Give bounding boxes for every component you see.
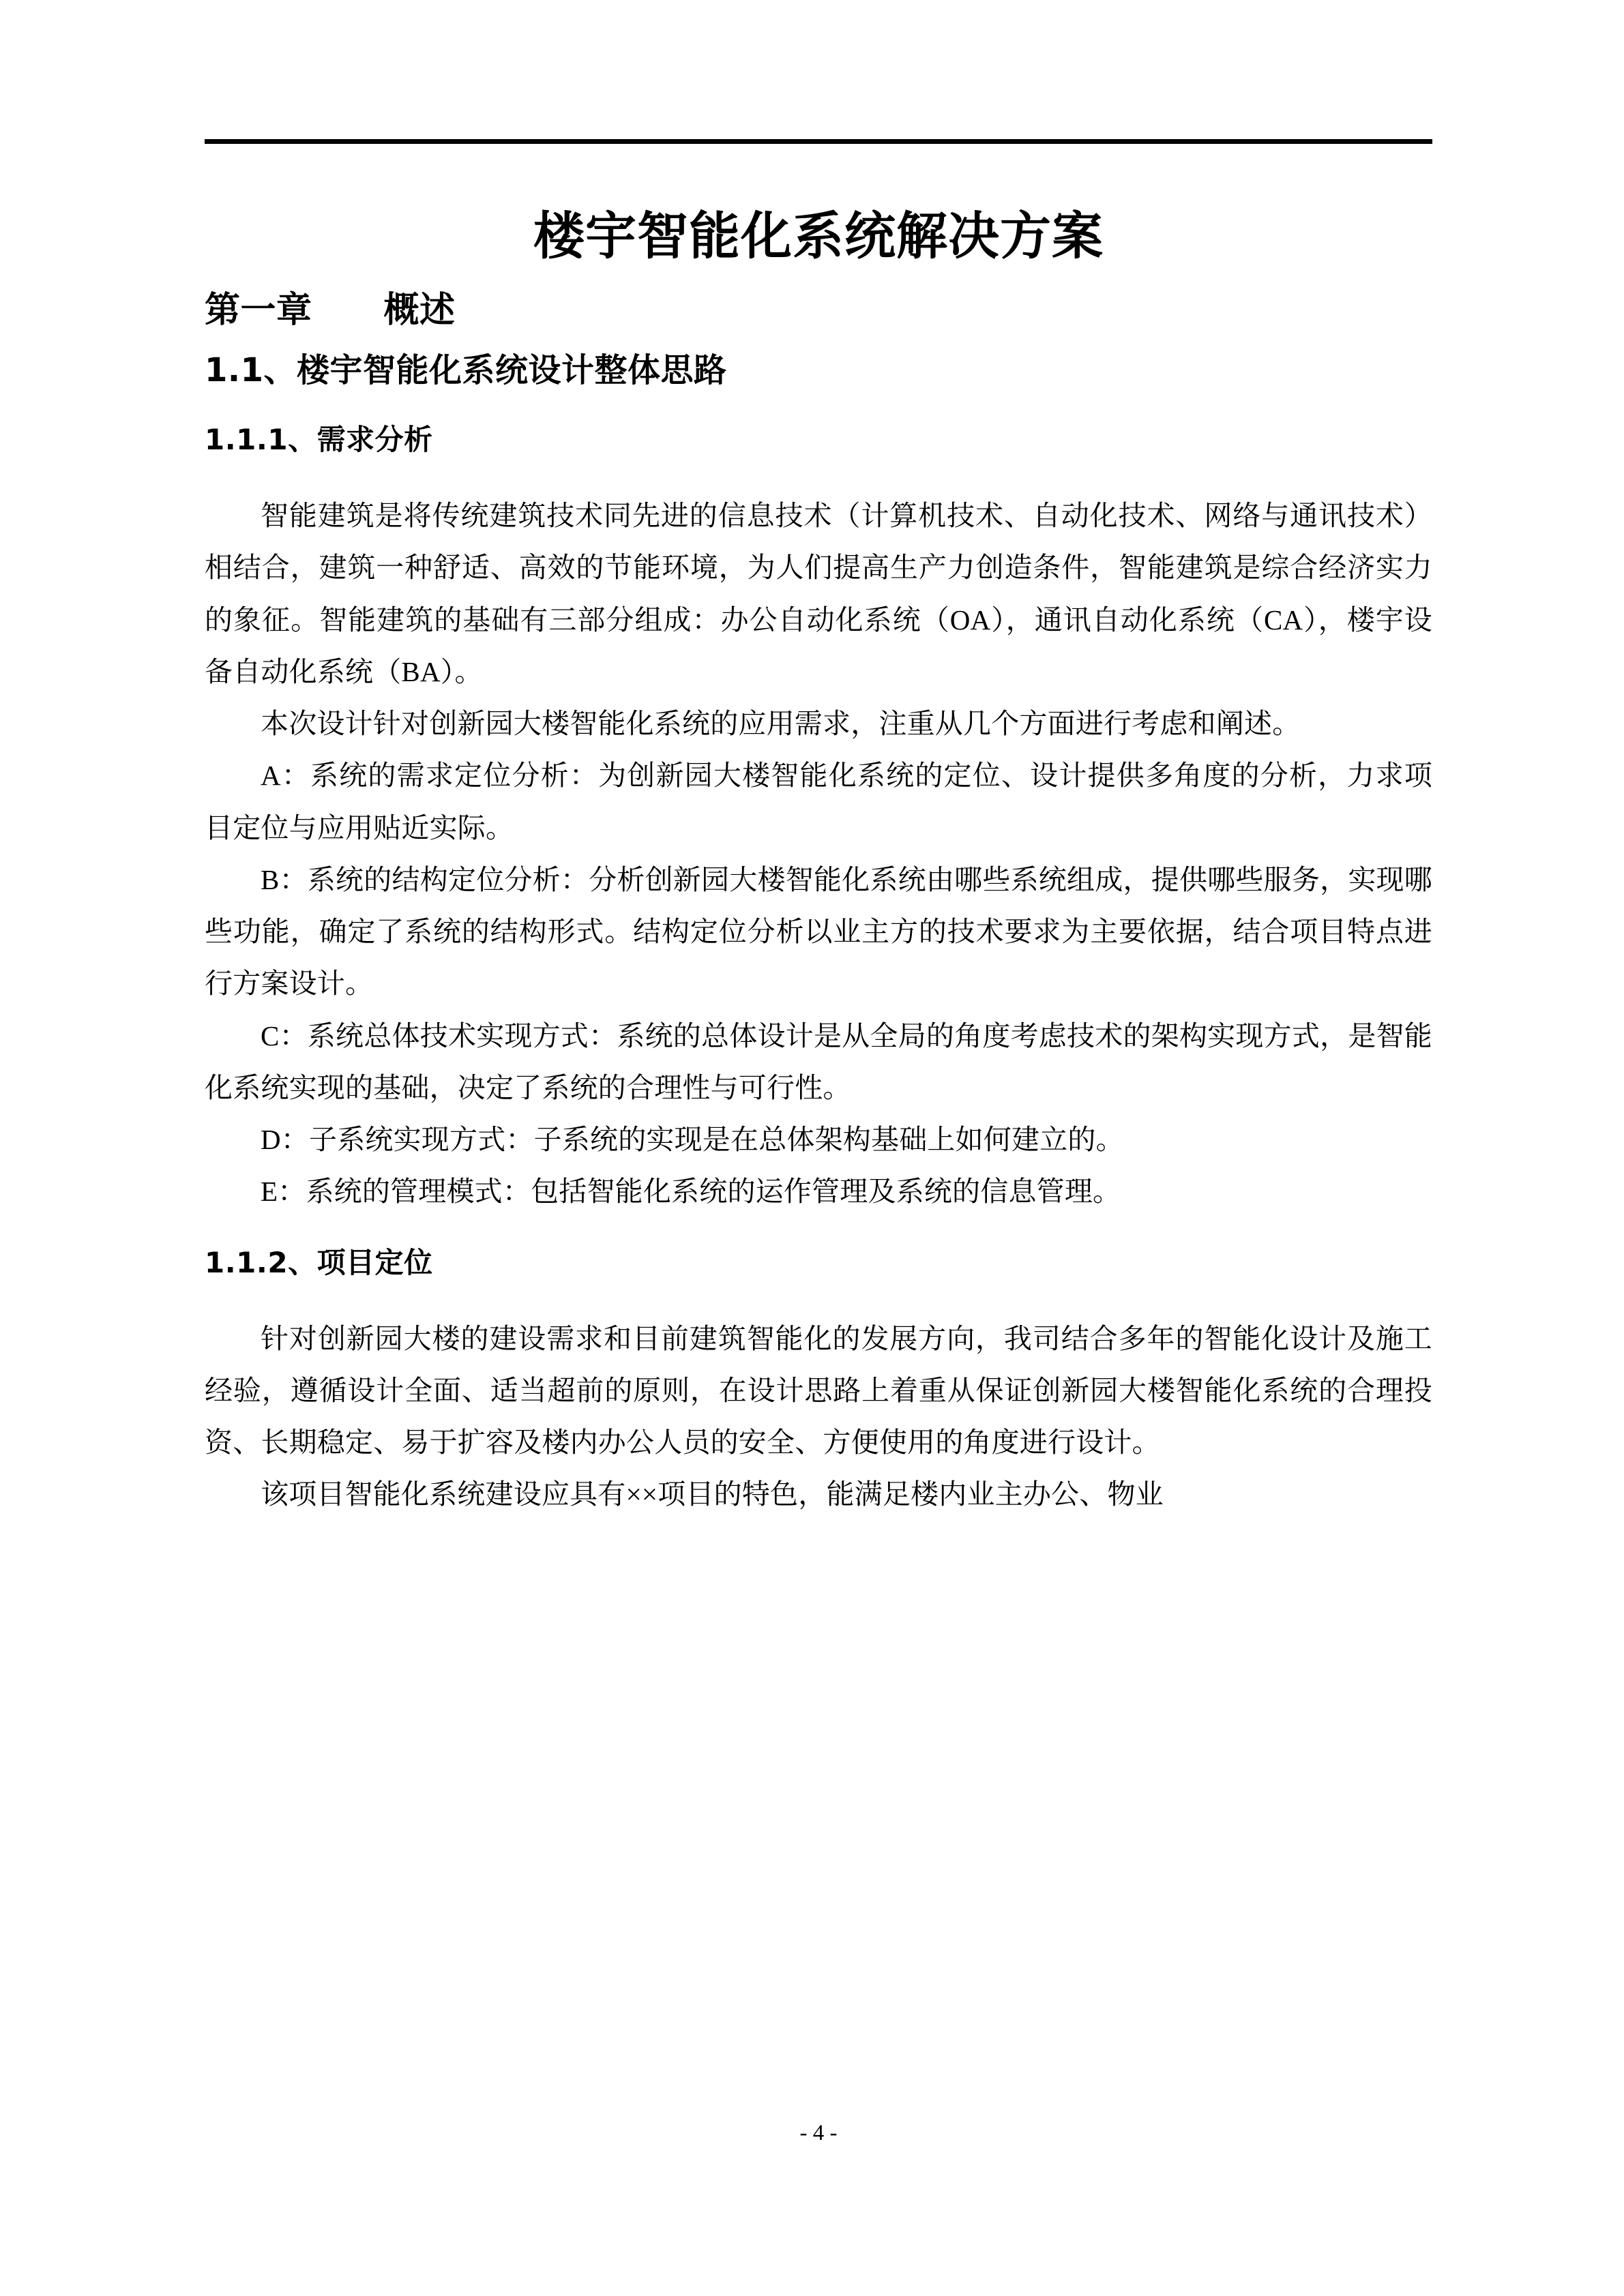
paragraph-item-e: E：系统的管理模式：包括智能化系统的运作管理及系统的信息管理。 [261, 1176, 1121, 1208]
paragraph-project-features: 该项目智能化系统建设应具有××项目的特色，能满足楼内业主办公、物业 [261, 1478, 1164, 1510]
paragraph-design-scope: 本次设计针对创新园大楼智能化系统的应用需求，注重从几个方面进行考虑和阐述。 [261, 708, 1301, 740]
subsection-heading-1-1-2: 1.1.2、项目定位 [205, 1245, 433, 1279]
document-title: 楼宇智能化系统解决方案 [533, 206, 1104, 266]
header-rule-divider [205, 139, 1432, 144]
paragraph-item-d: D：子系统实现方式：子系统的实现是在总体架构基础上如何建立的。 [261, 1124, 1124, 1156]
page-number: - 4 - [799, 2121, 838, 2145]
paragraph-project-positioning: 针对创新园大楼的建设需求和目前建筑智能化的发展方向，我司结合多年的智能化设计及施工经验，遵循设计全面、适当超前的原则，在设计思路上着重从保证创新园大楼智能化系统的合理投资、长期稳定、易于扩容及楼内办公人员的安全、方便使用的角度进行设计。 [205, 1322, 1432, 1459]
page-content [205, 205, 1432, 1521]
paragraph-item-b: B：系统的结构定位分析：分析创新园大楼智能化系统由哪些系统组成，提供哪些服务，实现哪些功能，确定了系统的结构形式。结构定位分析以业主方的技术要求为主要依据，结合项目特点进行方案设计。 [205, 863, 1432, 1000]
paragraph-item-a: A：系统的需求定位分析：为创新园大楼智能化系统的定位、设计提供多角度的分析，力求项目定位与应用贴近实际。 [205, 760, 1432, 844]
paragraph-item-c: C：系统总体技术实现方式：系统的总体设计是从全局的角度考虑技术的架构实现方式，是智能化系统实现的基础，决定了系统的合理性与可行性。 [205, 1019, 1432, 1103]
subsection-heading-1-1-1: 1.1.1、需求分析 [205, 423, 433, 457]
page-footer [205, 2121, 1432, 2146]
paragraph-intelligent-building-definition: 智能建筑是将传统建筑技术同先进的信息技术（计算机技术、自动化技术、网络与通讯技术） 相结合，建筑一种舒适、高效的节能环境，为人们提高生产力创造条件，智能建筑是综合经济实力 的象征。智能建筑的基础有三部分组成：办公自动化系统（OA），通讯自动化系统（CA），楼宇设备自动化系统（BA）。 [205, 500, 1432, 687]
chapter-heading: 第一章 概述 [205, 289, 456, 331]
section-heading-1-1: 1.1、楼宇智能化系统设计整体思路 [205, 351, 727, 390]
